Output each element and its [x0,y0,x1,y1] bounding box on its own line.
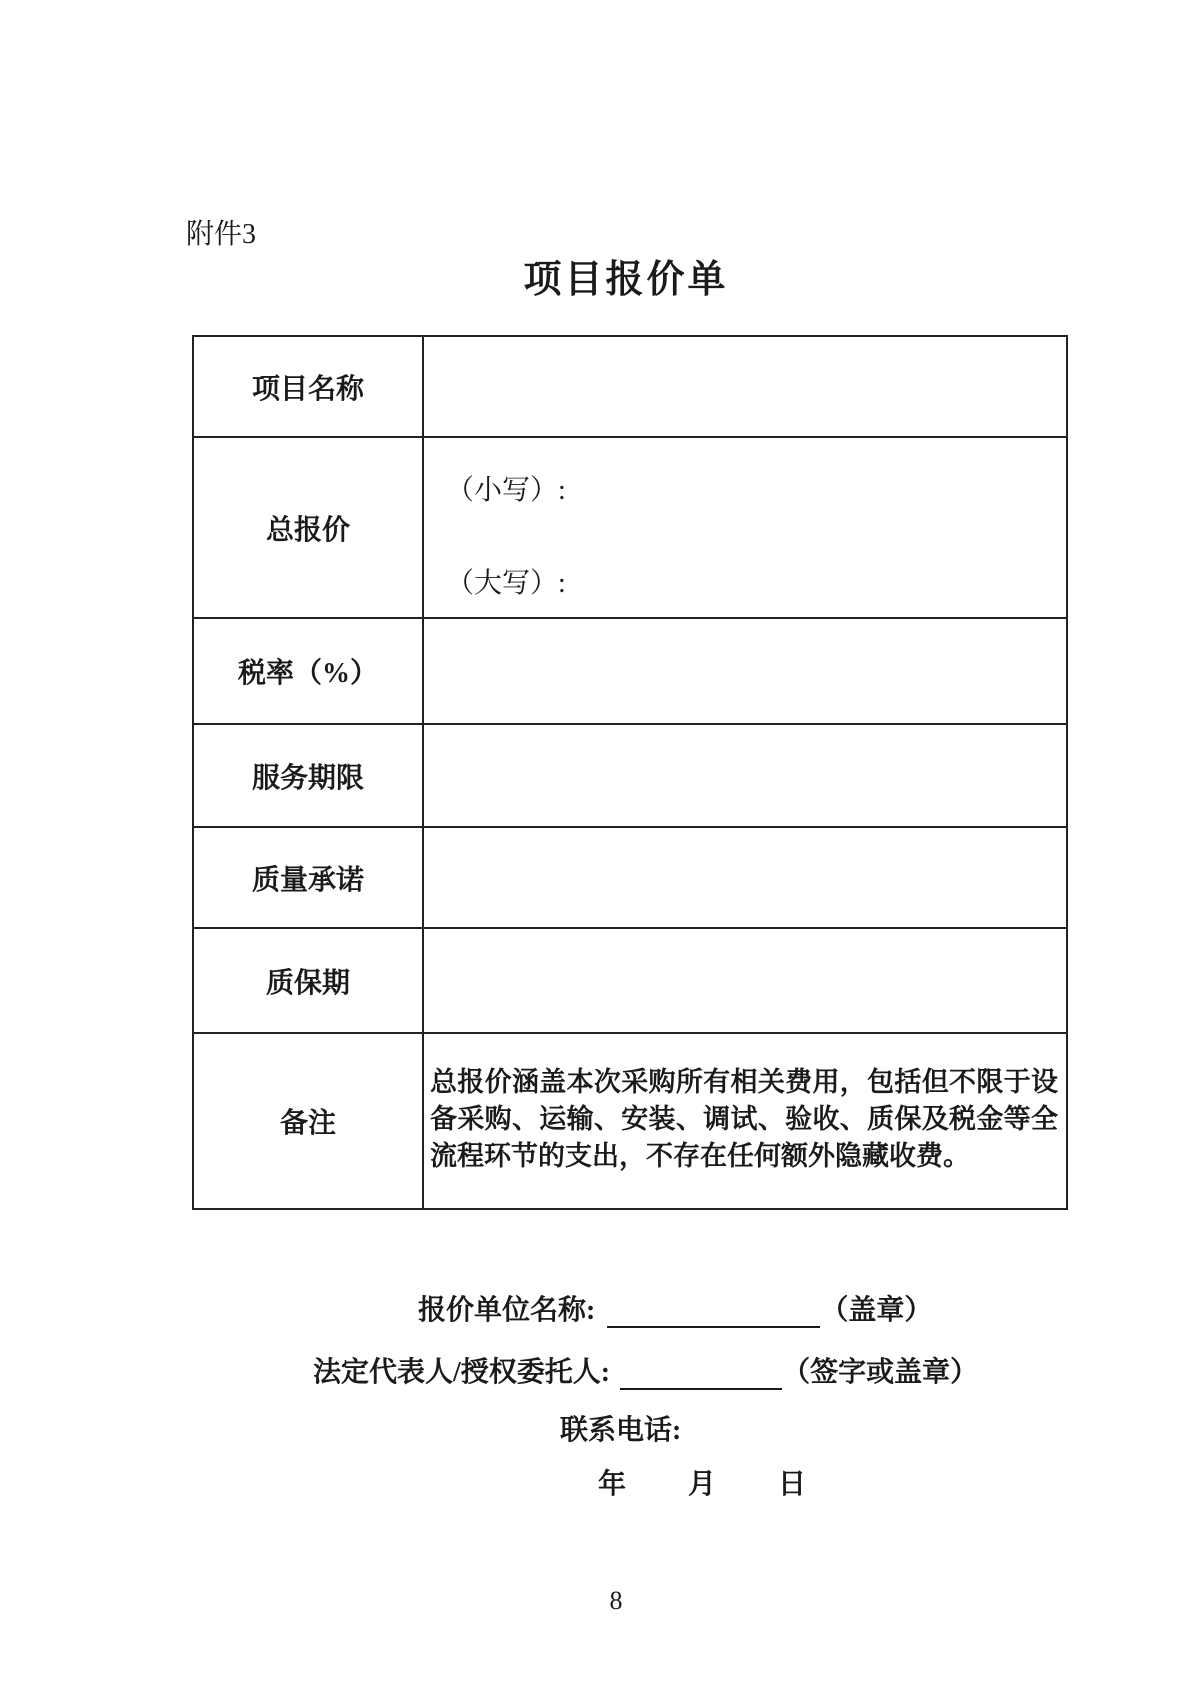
row-label-quality-commitment: 质量承诺 [194,828,424,927]
table-row-remarks [194,1032,1066,1208]
representative-line [313,1350,978,1390]
date-month-label: 月 [688,1469,717,1500]
row-value-service-period [424,725,1066,826]
table-row-warranty-period [194,927,1066,1032]
page-number: 8 [609,1586,623,1615]
row-value-warranty-period [424,929,1066,1032]
quotation-table [192,335,1068,1210]
company-name-line [418,1288,932,1328]
page-title: 项目报价单 [523,259,729,301]
date-year-label: 年 [598,1469,627,1500]
attachment-label: 附件3 [186,219,257,250]
row-label-total-quote: 总报价 [194,438,424,617]
seal-note: （盖章） [820,1295,933,1326]
table-row-tax-rate [194,617,1066,723]
company-name-blank-line [607,1298,820,1328]
contact-phone-line [560,1408,681,1448]
row-label-warranty-period: 质保期 [194,929,424,1032]
row-value-tax-rate [424,619,1066,723]
representative-blank-line [620,1360,782,1390]
row-value-total-quote [424,438,1066,617]
signature-or-seal-note: （签字或盖章） [782,1357,979,1388]
row-label-service-period: 服务期限 [194,725,424,826]
date-day-label: 日 [778,1469,807,1500]
remarks-text: 总报价涵盖本次采购所有相关费用，包括但不限于设备采购、运输、安装、调试、验收、质保及税金等全流程环节的支出，不存在任何额外隐藏收费。 [430,1067,1058,1171]
amount-in-figures-label: （小写）: [446,475,566,506]
table-row-quality-commitment [194,826,1066,927]
row-value-project-name [424,337,1066,436]
table-row-total-quote [194,436,1066,617]
row-label-remarks: 备注 [194,1034,424,1208]
table-row-project-name [194,337,1066,436]
table-row-service-period [194,723,1066,826]
amount-in-words-label: （大写）: [446,568,566,599]
row-value-quality-commitment [424,828,1066,927]
row-label-tax-rate: 税率（%） [194,619,424,723]
row-label-project-name: 项目名称 [194,337,424,436]
representative-label: 法定代表人/授权委托人: [313,1357,611,1388]
company-name-label: 报价单位名称: [418,1295,596,1326]
date-line [598,1462,806,1502]
contact-phone-label: 联系电话: [560,1415,682,1446]
